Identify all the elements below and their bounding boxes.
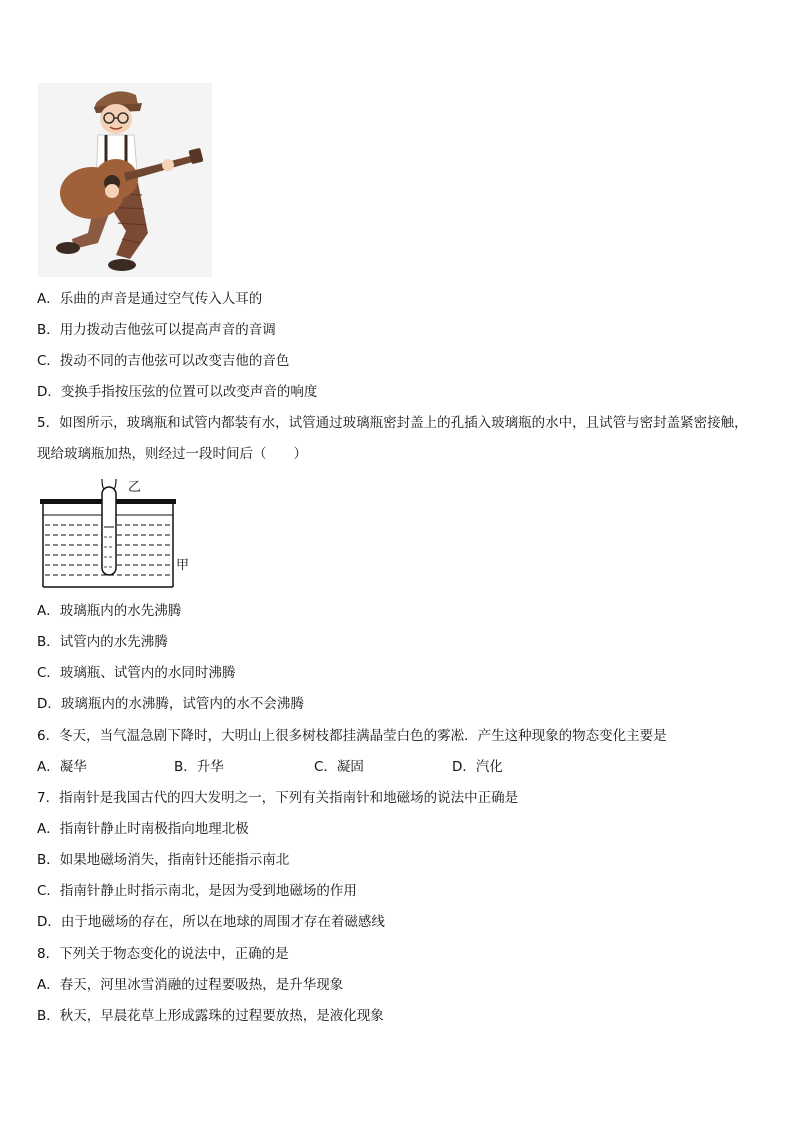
bottle-label: 甲 [176,558,190,573]
q6-option-d: D．汽化 [452,759,503,775]
q8-option-b: B．秋天，早晨花草上形成露珠的过程要放热，是液化现象 [37,1008,384,1024]
q5-option-d: D．玻璃瓶内的水沸腾，试管内的水不会沸腾 [37,696,304,712]
q4-option-a: A．乐曲的声音是通过空气传入人耳的 [37,291,263,307]
guitarist-illustration [38,83,212,277]
q6-option-a: A．凝华 [37,759,87,775]
q6-stem: 6．冬天，当气温急剧下降时，大明山上很多树枝都挂满晶莹白色的雾凇．产生这种现象的物态变化主要是 [37,728,667,744]
q7-option-a: A．指南针静止时南极指向地理北极 [37,821,249,837]
tube-label: 乙 [128,480,142,495]
q7-option-c: C．指南针静止时指示南北，是因为受到地磁场的作用 [37,883,357,899]
q5-option-a: A．玻璃瓶内的水先沸腾 [37,603,182,619]
q5-option-b: B．试管内的水先沸腾 [37,634,168,650]
q6-option-b: B．升华 [174,759,224,775]
q8-stem: 8．下列关于物态变化的说法中，正确的是 [37,946,289,962]
q4-option-b: B．用力拨动吉他弦可以提高声音的音调 [37,322,276,338]
q5-stem-line2: 现给玻璃瓶加热，则经过一段时间后（ ） [37,446,307,462]
q4-option-c: C．拨动不同的吉他弦可以改变吉他的音色 [37,353,290,369]
q4-option-d: D．变换手指按压弦的位置可以改变声音的响度 [37,384,318,400]
q7-option-d: D．由于地磁场的存在，所以在地球的周围才存在着磁感线 [37,914,385,930]
q8-option-a: A．春天，河里冰雪消融的过程要吸热，是升华现象 [37,977,344,993]
q5-option-c: C．玻璃瓶、试管内的水同时沸腾 [37,665,236,681]
q7-stem: 7．指南针是我国古代的四大发明之一，下列有关指南针和地磁场的说法中正确是 [37,790,519,806]
bottle-tube-diagram [38,477,190,589]
q6-options [37,758,503,776]
q7-option-b: B．如果地磁场消失，指南针还能指示南北 [37,852,290,868]
q6-option-c: C．凝固 [314,759,364,775]
q5-stem-line1: 5．如图所示，玻璃瓶和试管内都装有水，试管通过玻璃瓶密封盖上的孔插入玻璃瓶的水中，且试管与密封盖紧密接触， [37,415,748,431]
